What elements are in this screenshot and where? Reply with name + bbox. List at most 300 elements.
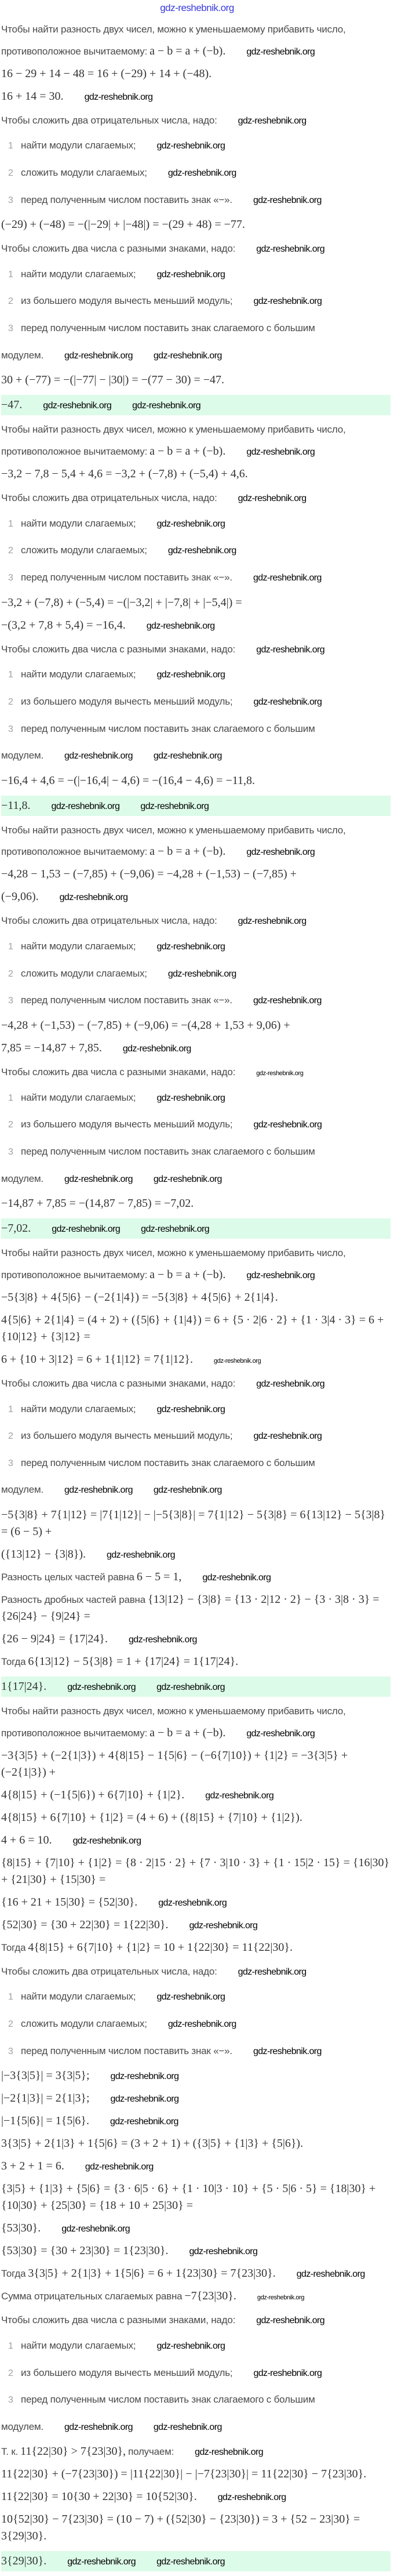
watermark-text: gdz-reshebnik.org	[253, 296, 322, 307]
formula: 3{3|5} + 2{1|3} + 1{5|6} = 6 + 1{23|30} = 7{23|30}.	[28, 2267, 276, 2280]
formula: 11{22|30} > 7{23|30},	[20, 2445, 126, 2458]
formula: 4 + 6 = 10.	[1, 1833, 52, 1846]
formula-label: противоположное вычитаемому:	[1, 846, 148, 858]
list-item	[1, 2360, 391, 2387]
rule-text: Чтобы сложить два отрицательных числа, надо:	[1, 114, 217, 126]
step-text-continued: модулем.	[1, 1484, 43, 1496]
list-item	[1, 1111, 391, 1138]
solution-line	[1, 463, 391, 485]
solution-line	[1, 485, 391, 510]
step-number: 2	[8, 2019, 13, 2029]
watermark-text: gdz-reshebnik.org	[253, 996, 322, 1006]
formula: 6 − 5 = 1,	[136, 1570, 182, 1584]
solution-line	[1, 1060, 391, 1084]
step-number: 1	[8, 2341, 13, 2351]
formula: |−2{1|3}| = 2{1|3};	[1, 2092, 90, 2105]
solution-line	[1, 2110, 391, 2132]
watermark-text: gdz-reshebnik.org	[156, 1682, 225, 1693]
watermark-text: gdz-reshebnik.org	[253, 1120, 322, 1130]
step-text: из большего модуля вычесть меньший модуль;	[21, 2367, 233, 2378]
watermark-text: gdz-reshebnik.org	[141, 1224, 210, 1235]
watermark-text: gdz-reshebnik.org	[64, 1485, 133, 1496]
solution-line	[1, 1309, 391, 1348]
answer-highlight	[1, 1218, 391, 1239]
solution-line	[1, 1543, 391, 1566]
solution-line	[1, 213, 391, 236]
watermark-text: gdz-reshebnik.org	[146, 621, 215, 631]
step-text-continued: модулем.	[1, 349, 43, 361]
step-number: 1	[8, 1404, 13, 1414]
watermark-text: gdz-reshebnik.org	[156, 141, 225, 151]
watermark-text: gdz-reshebnik.org	[110, 2094, 179, 2105]
watermark-text: gdz-reshebnik.org	[167, 168, 236, 178]
watermark-text: gdz-reshebnik.org	[110, 2071, 179, 2082]
step-text: сложить модули слагаемых;	[21, 2018, 147, 2029]
step-number: 1	[8, 518, 13, 529]
solution-line	[1, 742, 391, 770]
watermark-text: gdz-reshebnik.org	[72, 1835, 141, 1846]
formula: −14,87 + 7,85 = −(14,87 − 7,85) = −7,02.	[1, 1197, 194, 1210]
answer-highlight	[1, 2551, 391, 2571]
step-number: 1	[8, 141, 13, 151]
watermark-text: gdz-reshebnik.org	[296, 2269, 365, 2280]
watermark-text: gdz-reshebnik.org	[253, 2046, 322, 2056]
step-number: 2	[8, 696, 13, 707]
list-item	[1, 1450, 391, 1477]
list-item	[1, 1396, 391, 1423]
formula-label: противоположное вычитаемому:	[1, 45, 148, 57]
step-number: 1	[8, 269, 13, 280]
watermark-text: gdz-reshebnik.org	[153, 1174, 222, 1184]
watermark-text: gdz-reshebnik.org	[253, 696, 322, 707]
watermark-text: gdz-reshebnik.org	[217, 2492, 286, 2503]
watermark-text: gdz-reshebnik.org	[195, 2447, 264, 2458]
solution-line	[1, 1806, 391, 1829]
solution-line	[1, 2262, 391, 2285]
formula: 16 + 14 = 30.	[1, 89, 64, 103]
watermark-text: gdz-reshebnik.org	[246, 847, 315, 858]
watermark-text: gdz-reshebnik.org	[214, 1357, 261, 1365]
watermark-text: gdz-reshebnik.org	[61, 2224, 130, 2234]
rule-text: Чтобы сложить два отрицательных числа, надо:	[1, 492, 217, 504]
solution-line	[1, 2178, 391, 2217]
formula: 6{13|12} − 5{3|8} = 1 + {17|24} = 1{17|24}.	[28, 1655, 239, 1668]
solution-line	[1, 2486, 391, 2508]
solution-line	[1, 108, 391, 133]
formula-tail: получаем:	[128, 2446, 174, 2458]
list-item	[1, 1084, 391, 1112]
formula: −16,4 + 4,6 = −(|−16,4| − 4,6) = −(16,4 − 4,6) = −11,8.	[1, 774, 255, 787]
watermark-text: gdz-reshebnik.org	[156, 2341, 225, 2351]
formula: (−29) + (−48) = −(|−29| + |−48|) = −(29 + 48) = −77.	[1, 218, 245, 231]
solution-line	[1, 1014, 391, 1037]
step-text: перед полученным числом поставить знак «−».	[21, 995, 232, 1006]
step-number: 1	[8, 670, 13, 680]
watermark-text: gdz-reshebnik.org	[156, 942, 225, 952]
step-text: из большего модуля вычесть меньший модуль;	[21, 1430, 233, 1442]
formula: 4{8|15} + (−1{5|6}) + 6{7|10} + {1|2}.	[1, 1788, 185, 1801]
step-number: 3	[8, 1146, 13, 1157]
rule-text: Чтобы найти разность двух чисел, можно к уменьшаемому прибавить число,	[1, 1706, 346, 1717]
watermark-text: gdz-reshebnik.org	[153, 2422, 222, 2432]
formula: 4{8|15} + 6{7|10} + {1|2} = (4 + 6) + ({8|15} + {7|10} + {1|2}).	[1, 1811, 302, 1824]
formula-label: Сумма отрицательных слагаемых равна	[1, 2291, 183, 2302]
watermark-text: gdz-reshebnik.org	[64, 751, 133, 761]
step-text: из большего модуля вычесть меньший модуль;	[21, 295, 233, 307]
watermark-text: gdz-reshebnik.org	[205, 1790, 274, 1801]
answer-highlight	[1, 1677, 391, 1697]
formula: −3,2 − 7,8 − 5,4 + 4,6 = −3,2 + (−7,8) + (−5,4) + 4,6.	[1, 467, 248, 481]
step-text: из большего модуля вычесть меньший модуль;	[21, 695, 233, 707]
solution-line	[1, 85, 391, 108]
formula: 10{52|30} − 7{23|30} = (10 − 7) + ({52|30} − {23|30}) = 3 + {52 − 23|30} = 3{29|30}.	[1, 2513, 360, 2543]
solution-line	[1, 420, 391, 440]
formula-label: Тогда	[1, 1942, 26, 1953]
formula: a − b = a + (−b).	[149, 845, 226, 858]
answer-highlight	[1, 796, 391, 816]
solution-line	[1, 369, 391, 391]
watermark-text: gdz-reshebnik.org	[156, 518, 225, 529]
watermark-text: gdz-reshebnik.org	[84, 92, 153, 102]
formula-label: Разность дробных частей равна	[1, 1594, 146, 1606]
solution-line	[1, 2307, 391, 2332]
watermark-text: gdz-reshebnik.org	[153, 350, 222, 361]
list-item	[1, 661, 391, 688]
step-number: 3	[8, 2395, 13, 2406]
step-number: 2	[8, 546, 13, 556]
step-text: перед полученным числом поставить знак слагаемого с большим	[21, 723, 315, 734]
formula: −3{3|5} + (−2{1|3}) + 4{8|15} − 1{5|6} − (−6{7|10}) + {1|2} = −3{3|5} + (−2{1|3}) +	[1, 1748, 348, 1779]
solution-line	[1, 1959, 391, 1984]
step-text: перед полученным числом поставить знак слагаемого с большим	[21, 322, 315, 334]
watermark-text: gdz-reshebnik.org	[238, 494, 307, 504]
solution-line	[1, 1348, 391, 1371]
watermark-text: gdz-reshebnik.org	[132, 401, 201, 411]
watermark-text: gdz-reshebnik.org	[253, 195, 322, 205]
formula: 6 + {10 + 3|12} = 6 + 1{1|12} = 7{1|12}.	[1, 1352, 194, 1366]
step-text: сложить модули слагаемых;	[21, 545, 147, 556]
formula: 4{5|6} + 2{1|4} = (4 + 2) + ({5|6} + {1|4}) = 6 + {5 · 2|6 · 2} + {1 · 3|4 · 3} = 6 + {10|12} + {3|12} =	[1, 1313, 384, 1343]
rule-text: Чтобы сложить два отрицательных числа, надо:	[1, 1965, 217, 1977]
formula: {26 − 9|24} = {17|24}.	[1, 1632, 108, 1646]
watermark-text: gdz-reshebnik.org	[156, 1093, 225, 1103]
solution-line	[1, 1286, 391, 1309]
watermark-text: gdz-reshebnik.org	[64, 2422, 133, 2432]
watermark-text: gdz-reshebnik.org	[167, 968, 236, 979]
watermark-text: gdz-reshebnik.org	[238, 916, 307, 927]
answer-value: −47.	[1, 398, 23, 412]
rule-text: Чтобы сложить два числа с разными знаками, надо:	[1, 2314, 236, 2326]
solution-line	[1, 2240, 391, 2262]
watermark-text: gdz-reshebnik.org	[122, 1044, 191, 1054]
step-text: перед полученным числом поставить знак слагаемого с большим	[21, 2394, 315, 2406]
step-text: сложить модули слагаемых;	[21, 967, 147, 979]
solution-line	[1, 821, 391, 841]
watermark-text: gdz-reshebnik.org	[156, 2557, 225, 2567]
formula-label: противоположное вычитаемому:	[1, 1269, 148, 1280]
rule-text: Чтобы сложить два числа с разными знаками, надо:	[1, 643, 236, 655]
formula-label: противоположное вычитаемому:	[1, 1727, 148, 1739]
watermark-text: gdz-reshebnik.org	[246, 46, 315, 57]
list-item	[1, 261, 391, 288]
formula: {16 + 21 + 15|30} = {52|30}.	[1, 1895, 138, 1909]
list-item	[1, 187, 391, 214]
step-text: найти модули слагаемых;	[21, 517, 136, 529]
step-text-continued: модулем.	[1, 1173, 43, 1184]
watermark-text: gdz-reshebnik.org	[246, 1270, 315, 1280]
solution-line	[1, 1852, 391, 1891]
step-text: перед полученным числом поставить знак слагаемого с большим	[21, 1457, 315, 1468]
step-number: 3	[8, 572, 13, 583]
solution-line	[1, 2065, 391, 2087]
watermark-text: gdz-reshebnik.org	[128, 1635, 197, 1645]
formula: 3 + 2 + 1 = 6.	[1, 2160, 64, 2173]
solution-line	[1, 40, 391, 63]
solution-line	[1, 1722, 391, 1744]
answer-value: 1{17|24}.	[1, 1680, 47, 1693]
step-text: найти модули слагаемых;	[21, 669, 136, 680]
list-item	[1, 132, 391, 159]
step-text: найти модули слагаемых;	[21, 140, 136, 151]
solution-line	[1, 2087, 391, 2110]
step-number: 2	[8, 168, 13, 178]
solution-line	[1, 2414, 391, 2441]
step-text: из большего модуля вычесть меньший модуль;	[21, 1119, 233, 1130]
rule-text: Чтобы сложить два отрицательных числа, надо:	[1, 915, 217, 927]
step-text: перед полученным числом поставить знак «−».	[21, 571, 232, 583]
step-number: 2	[8, 1120, 13, 1130]
list-item	[1, 987, 391, 1014]
list-item	[1, 288, 391, 315]
formula: {53|30} = {30 + 23|30} = 1{23|30}.	[1, 2244, 169, 2258]
solution-line	[1, 236, 391, 261]
solution-line	[1, 1744, 391, 1784]
solution-line	[1, 1504, 391, 1543]
step-text: найти модули слагаемых;	[21, 1091, 136, 1103]
solution-line	[1, 440, 391, 463]
answer-value: −11,8.	[1, 799, 31, 812]
watermark-text: gdz-reshebnik.org	[246, 1728, 315, 1739]
step-number: 2	[8, 2368, 13, 2378]
watermark-text: gdz-reshebnik.org	[85, 2162, 154, 2172]
step-number: 1	[8, 1093, 13, 1103]
step-text: найти модули слагаемых;	[21, 2339, 136, 2351]
watermark-text: gdz-reshebnik.org	[256, 644, 325, 655]
formula: 11{22|30} + (−7{23|30}) = |11{22|30}| − |−7{23|30}| = 11{22|30} − 7{23|30}.	[1, 2468, 367, 2481]
step-text-continued: модулем.	[1, 750, 43, 761]
formula: ({13|12} − {3|8}).	[1, 1548, 86, 1561]
solution-line	[1, 2440, 391, 2463]
formula: a − b = a + (−b).	[149, 44, 226, 57]
rule-text: Чтобы сложить два числа с разными знаками, надо:	[1, 243, 236, 255]
formula-label: противоположное вычитаемому:	[1, 446, 148, 458]
watermark-text: gdz-reshebnik.org	[253, 572, 322, 583]
solution-line	[1, 1784, 391, 1806]
solution-line	[1, 1650, 391, 1673]
list-item	[1, 960, 391, 988]
step-text-continued: модулем.	[1, 2421, 43, 2432]
step-number: 2	[8, 968, 13, 979]
formula: |−1{5|6}| = 1{5|6}.	[1, 2114, 89, 2128]
formula: 30 + (−77) = −(|−77| − |30|) = −(77 − 30) = −47.	[1, 373, 225, 387]
formula: −5{3|8} + 4{5|6} − (−2{1|4}) = −5{3|8} + 4{5|6} + 2{1|4}.	[1, 1290, 278, 1304]
list-item	[1, 2011, 391, 2038]
formula: 4{8|15} + 6{7|10} + {1|2} = 10 + 1{22|30} = 11{22|30}.	[28, 1940, 293, 1954]
formula: (−9,06).	[1, 890, 39, 904]
formula: {52|30} = {30 + 22|30} = 1{22|30}.	[1, 1918, 169, 1931]
watermark-text: gdz-reshebnik.org	[253, 1431, 322, 1442]
watermark-text: gdz-reshebnik.org	[64, 350, 133, 361]
formula: a − b = a + (−b).	[149, 1268, 226, 1281]
rule-text: Чтобы найти разность двух чисел, можно к уменьшаемому прибавить число,	[1, 24, 346, 35]
watermark-text: gdz-reshebnik.org	[110, 2117, 178, 2127]
solution-line	[1, 1588, 391, 1628]
watermark-text: gdz-reshebnik.org	[156, 1404, 225, 1414]
solution-line	[1, 2132, 391, 2155]
solution-line	[1, 1891, 391, 1914]
solution-line	[1, 1914, 391, 1936]
watermark-text: gdz-reshebnik.org	[256, 1378, 325, 1389]
formula: −5{3|8} + 7{1|12} = |7{1|12}| − |−5{3|8}| = 7{1|12} − 5{3|8} = 6{13|12} − 5{3|8} = (6 − 5) +	[1, 1508, 386, 1539]
list-item	[1, 688, 391, 716]
step-number: 3	[8, 2046, 13, 2056]
rule-text: Чтобы сложить два числа с разными знаками, надо:	[1, 1377, 236, 1389]
formula: a − b = a + (−b).	[149, 1726, 226, 1739]
watermark-text: gdz-reshebnik.org	[238, 115, 307, 126]
solution-line	[1, 840, 391, 863]
formula: 16 − 29 + 14 − 48 = 16 + (−29) + 14 + (−48).	[1, 67, 212, 80]
rule-text: Чтобы сложить два числа с разными знаками, надо:	[1, 1066, 236, 1078]
watermark-text: gdz-reshebnik.org	[140, 801, 209, 811]
watermark-text: gdz-reshebnik.org	[43, 401, 112, 411]
solution-line	[1, 20, 391, 40]
step-text: перед полученным числом поставить знак «−».	[21, 2045, 232, 2056]
watermark-text: gdz-reshebnik.org	[257, 2294, 305, 2302]
solution-line	[1, 2217, 391, 2240]
watermark-text: gdz-reshebnik.org	[52, 1224, 121, 1235]
watermark-text: gdz-reshebnik.org	[256, 2316, 325, 2326]
solution-line	[1, 1243, 391, 1264]
answer-value: 3{29|30}.	[1, 2555, 47, 2568]
step-number: 3	[8, 195, 13, 205]
answer-highlight	[1, 395, 391, 415]
solution-line	[1, 770, 391, 792]
watermark-text: gdz-reshebnik.org	[189, 2247, 258, 2257]
solution-line	[1, 342, 391, 369]
list-item	[1, 2038, 391, 2065]
solution-line	[1, 63, 391, 85]
step-text: перед полученным числом поставить знак слагаемого с большим	[21, 1145, 315, 1157]
formula: −(3,2 + 7,8 + 5,4) = −16,4.	[1, 618, 126, 632]
list-item	[1, 1423, 391, 1450]
watermark-text: gdz-reshebnik.org	[246, 447, 315, 458]
watermark-text: gdz-reshebnik.org	[256, 244, 325, 255]
watermark-text: gdz-reshebnik.org	[67, 2557, 136, 2567]
solution-line	[1, 1628, 391, 1650]
list-item	[1, 1983, 391, 2011]
formula: 3{3|5} + 2{1|3} + 1{5|6} = (3 + 2 + 1) + ({3|5} + {1|3} + {5|6}).	[1, 2137, 304, 2150]
list-item	[1, 315, 391, 342]
list-item	[1, 2332, 391, 2360]
answer-value: −7,02.	[1, 1222, 31, 1235]
list-item	[1, 933, 391, 960]
watermark-text: gdz-reshebnik.org	[189, 1920, 258, 1931]
rule-text: Чтобы найти разность двух чисел, можно к уменьшаемому прибавить число,	[1, 824, 346, 836]
watermark-text: gdz-reshebnik.org	[153, 751, 222, 761]
step-number: 1	[8, 942, 13, 952]
formula: −3,2 + (−7,8) + (−5,4) = −(|−3,2| + |−7,8| + |−5,4|) =	[1, 596, 242, 609]
rule-text: Чтобы найти разность двух чисел, можно к уменьшаемому прибавить число,	[1, 424, 346, 436]
solution-line	[1, 592, 391, 614]
formula-label: Разность целых частей равна	[1, 1572, 134, 1583]
watermark-text: gdz-reshebnik.org	[238, 1967, 307, 1977]
solution-line	[1, 1476, 391, 1504]
list-item	[1, 564, 391, 592]
step-text: найти модули слагаемых;	[21, 1403, 136, 1414]
step-text: найти модули слагаемых;	[21, 941, 136, 952]
watermark-text: gdz-reshebnik.org	[64, 1174, 133, 1184]
watermark-text: gdz-reshebnik.org	[167, 2019, 236, 2029]
formula-label: Т. к.	[1, 2446, 19, 2458]
step-number: 2	[8, 1431, 13, 1442]
step-text: перед полученным числом поставить знак «−».	[21, 194, 232, 205]
solution-line	[1, 1166, 391, 1193]
formula-label: Тогда	[1, 1656, 26, 1668]
formula: a − b = a + (−b).	[149, 445, 226, 458]
step-number: 3	[8, 1458, 13, 1468]
solution-line	[1, 637, 391, 662]
solution-line	[1, 614, 391, 637]
watermark-text: gdz-reshebnik.org	[156, 1992, 225, 2002]
formula-label: Тогда	[1, 2268, 26, 2280]
solution-line	[1, 1701, 391, 1722]
watermark-text: gdz-reshebnik.org	[51, 801, 120, 811]
step-number: 3	[8, 324, 13, 334]
formula: {3|5} + {1|3} + {5|6} = {3 · 6|5 · 6} + {1 · 10|3 · 10} + {5 · 5|6 · 5} = {18|30} + {10|30} + {25|30} = {18 + 10 + 25|30} =	[1, 2182, 376, 2212]
step-number: 3	[8, 996, 13, 1006]
list-item	[1, 159, 391, 187]
watermark-text: gdz-reshebnik.org	[156, 269, 225, 280]
list-item	[1, 716, 391, 743]
solution-line	[1, 908, 391, 933]
formula: −7{23|30}.	[184, 2290, 236, 2303]
list-item	[1, 537, 391, 564]
list-item	[1, 1138, 391, 1166]
watermark-text: gdz-reshebnik.org	[202, 1573, 271, 1583]
watermark-text: gdz-reshebnik.org	[156, 670, 225, 680]
solution-line	[1, 1192, 391, 1215]
solution-line	[1, 1566, 391, 1588]
watermark-text: gdz-reshebnik.org	[158, 1897, 227, 1908]
step-text: найти модули слагаемых;	[21, 268, 136, 280]
watermark-text: gdz-reshebnik.org	[107, 1550, 175, 1561]
solution-line	[1, 2508, 391, 2548]
formula: −4,28 − 1,53 − (−7,85) + (−9,06) = −4,28 + (−1,53) − (−7,85) +	[1, 868, 297, 881]
solution-line	[1, 1829, 391, 1852]
step-text: сложить модули слагаемых;	[21, 166, 147, 178]
formula: 11{22|30} = 10{30 + 22|30} = 10{52|30}.	[1, 2490, 197, 2504]
formula: 7,85 = −14,87 + 7,85.	[1, 1042, 102, 1055]
site-header-watermark: gdz-reshebnik.org	[160, 2, 234, 13]
step-number: 3	[8, 724, 13, 734]
watermark-text: gdz-reshebnik.org	[59, 892, 128, 903]
solution-line	[1, 2463, 391, 2486]
formula: −4,28 + (−1,53) − (−7,85) + (−9,06) = −(4,28 + 1,53 + 9,06) +	[1, 1019, 290, 1032]
solution-line	[1, 1936, 391, 1959]
watermark-text: gdz-reshebnik.org	[256, 1070, 304, 1077]
step-text: найти модули слагаемых;	[21, 1991, 136, 2002]
solution-line	[1, 1371, 391, 1396]
